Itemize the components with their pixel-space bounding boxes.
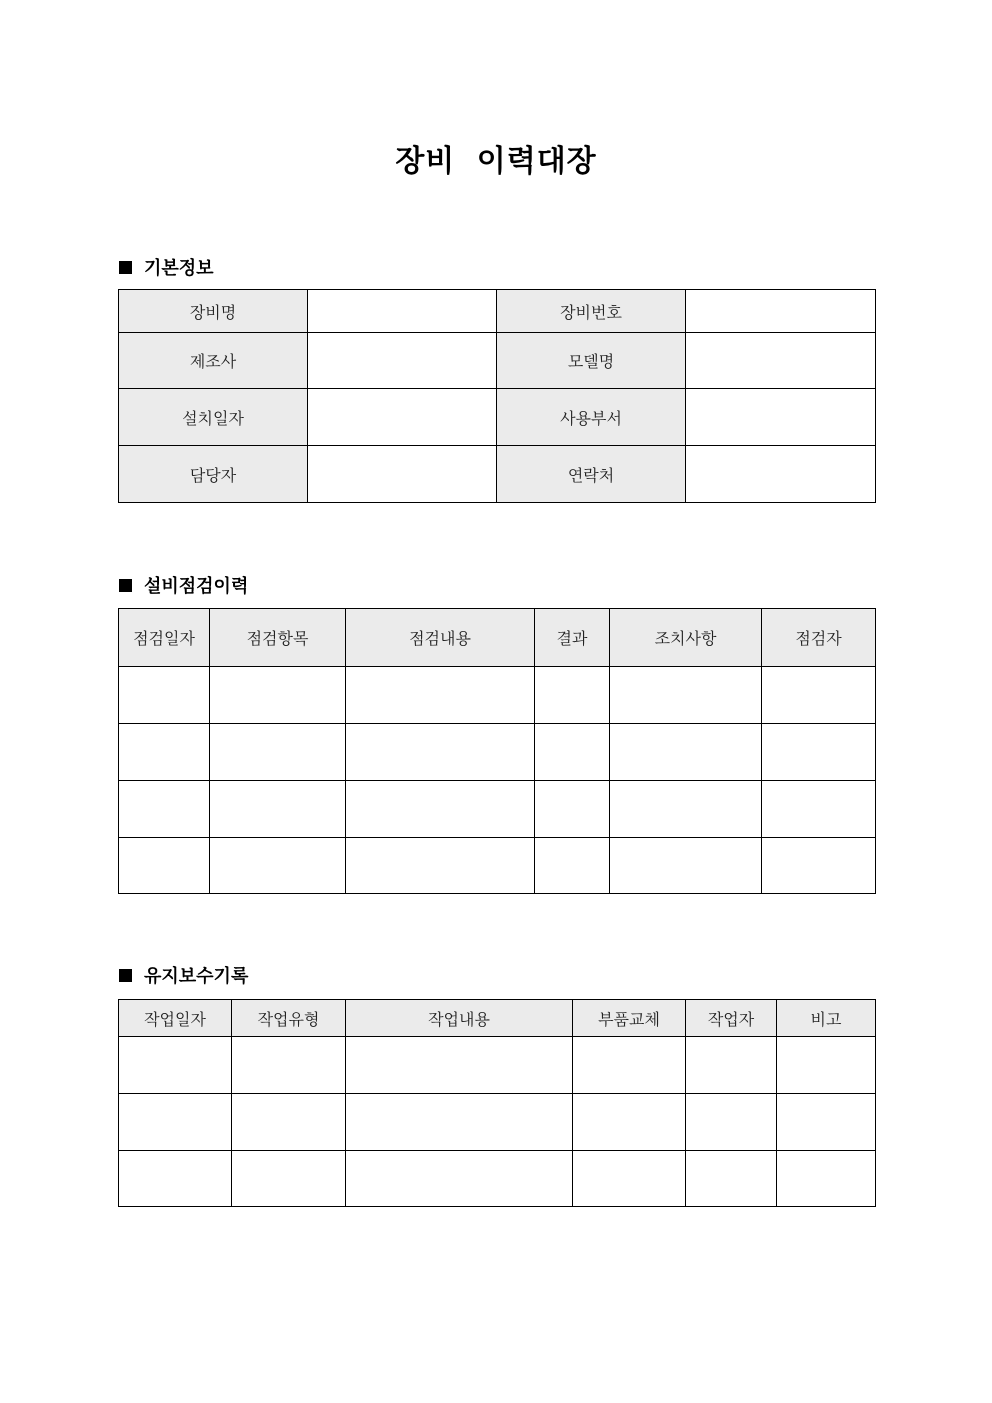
section-heading-basic: [119, 254, 214, 280]
table-row: [119, 446, 876, 503]
value-manager[interactable]: [308, 446, 497, 503]
value-department[interactable]: [686, 389, 876, 446]
table-row: [119, 1094, 876, 1151]
column-header: 결과: [535, 609, 610, 667]
table-cell[interactable]: [119, 724, 210, 781]
label-contact: 연락처: [497, 446, 686, 503]
value-model-name[interactable]: [686, 333, 876, 389]
inspection-history-table: [118, 608, 876, 894]
column-header: 조치사항: [610, 609, 762, 667]
table-row: [119, 781, 876, 838]
basic-info-table: [118, 289, 876, 503]
column-header: 작업내용: [346, 1000, 573, 1037]
table-row: [119, 389, 876, 446]
column-header: 비고: [777, 1000, 876, 1037]
table-cell[interactable]: [686, 1037, 777, 1094]
table-cell[interactable]: [346, 838, 535, 894]
table-cell[interactable]: [573, 1094, 686, 1151]
table-cell[interactable]: [346, 1151, 573, 1207]
table-row: [119, 290, 876, 333]
table-cell[interactable]: [777, 1094, 876, 1151]
column-header: 작업유형: [232, 1000, 346, 1037]
table-cell[interactable]: [210, 781, 346, 838]
table-cell[interactable]: [210, 667, 346, 724]
section-heading-maintenance: [119, 962, 248, 988]
square-bullet-icon: [119, 969, 132, 982]
table-cell[interactable]: [610, 667, 762, 724]
table-cell[interactable]: [346, 667, 535, 724]
column-header: 점검일자: [119, 609, 210, 667]
table-cell[interactable]: [573, 1151, 686, 1207]
label-model-name: 모델명: [497, 333, 686, 389]
section-heading-label: 설비점검이력: [144, 576, 249, 597]
square-bullet-icon: [119, 579, 132, 592]
table-cell[interactable]: [210, 724, 346, 781]
table-cell[interactable]: [119, 667, 210, 724]
table-row: [119, 1151, 876, 1207]
table-cell[interactable]: [535, 724, 610, 781]
table-cell[interactable]: [762, 838, 876, 894]
column-header: 작업일자: [119, 1000, 232, 1037]
maintenance-record-table: [118, 999, 876, 1207]
table-cell[interactable]: [535, 667, 610, 724]
table-row: [119, 724, 876, 781]
table-cell[interactable]: [762, 667, 876, 724]
label-manager: 담당자: [119, 446, 308, 503]
label-equipment-name: 장비명: [119, 290, 308, 333]
page-title: 장비 이력대장: [395, 144, 597, 179]
value-install-date[interactable]: [308, 389, 497, 446]
section-heading-label: 기본정보: [144, 258, 214, 279]
table-cell[interactable]: [232, 1037, 346, 1094]
table-cell[interactable]: [777, 1037, 876, 1094]
table-cell[interactable]: [119, 1151, 232, 1207]
table-cell[interactable]: [686, 1151, 777, 1207]
table-cell[interactable]: [232, 1151, 346, 1207]
table-cell[interactable]: [119, 1094, 232, 1151]
label-department: 사용부서: [497, 389, 686, 446]
table-cell[interactable]: [346, 1094, 573, 1151]
table-row: [119, 667, 876, 724]
table-cell[interactable]: [610, 724, 762, 781]
square-bullet-icon: [119, 261, 132, 274]
column-header: 점검내용: [346, 609, 535, 667]
table-cell[interactable]: [119, 838, 210, 894]
table-cell[interactable]: [346, 724, 535, 781]
label-manufacturer: 제조사: [119, 333, 308, 389]
table-cell[interactable]: [232, 1094, 346, 1151]
section-heading-label: 유지보수기록: [144, 966, 249, 987]
table-row: [119, 1037, 876, 1094]
table-row: [119, 333, 876, 389]
table-cell[interactable]: [573, 1037, 686, 1094]
table-cell[interactable]: [610, 838, 762, 894]
label-equipment-number: 장비번호: [497, 290, 686, 333]
table-cell[interactable]: [346, 1037, 573, 1094]
table-cell[interactable]: [119, 781, 210, 838]
table-header-row: [119, 1000, 876, 1037]
column-header: 작업자: [686, 1000, 777, 1037]
table-row: [119, 838, 876, 894]
table-cell[interactable]: [686, 1094, 777, 1151]
value-contact[interactable]: [686, 446, 876, 503]
table-cell[interactable]: [535, 781, 610, 838]
section-heading-inspection: [119, 572, 248, 598]
column-header: 부품교체: [573, 1000, 686, 1037]
table-cell[interactable]: [762, 724, 876, 781]
value-equipment-name[interactable]: [308, 290, 497, 333]
table-header-row: [119, 609, 876, 667]
table-cell[interactable]: [210, 838, 346, 894]
value-equipment-number[interactable]: [686, 290, 876, 333]
label-install-date: 설치일자: [119, 389, 308, 446]
column-header: 점검자: [762, 609, 876, 667]
value-manufacturer[interactable]: [308, 333, 497, 389]
table-cell[interactable]: [762, 781, 876, 838]
table-cell[interactable]: [777, 1151, 876, 1207]
table-cell[interactable]: [346, 781, 535, 838]
table-cell[interactable]: [119, 1037, 232, 1094]
table-cell[interactable]: [535, 838, 610, 894]
table-cell[interactable]: [610, 781, 762, 838]
column-header: 점검항목: [210, 609, 346, 667]
